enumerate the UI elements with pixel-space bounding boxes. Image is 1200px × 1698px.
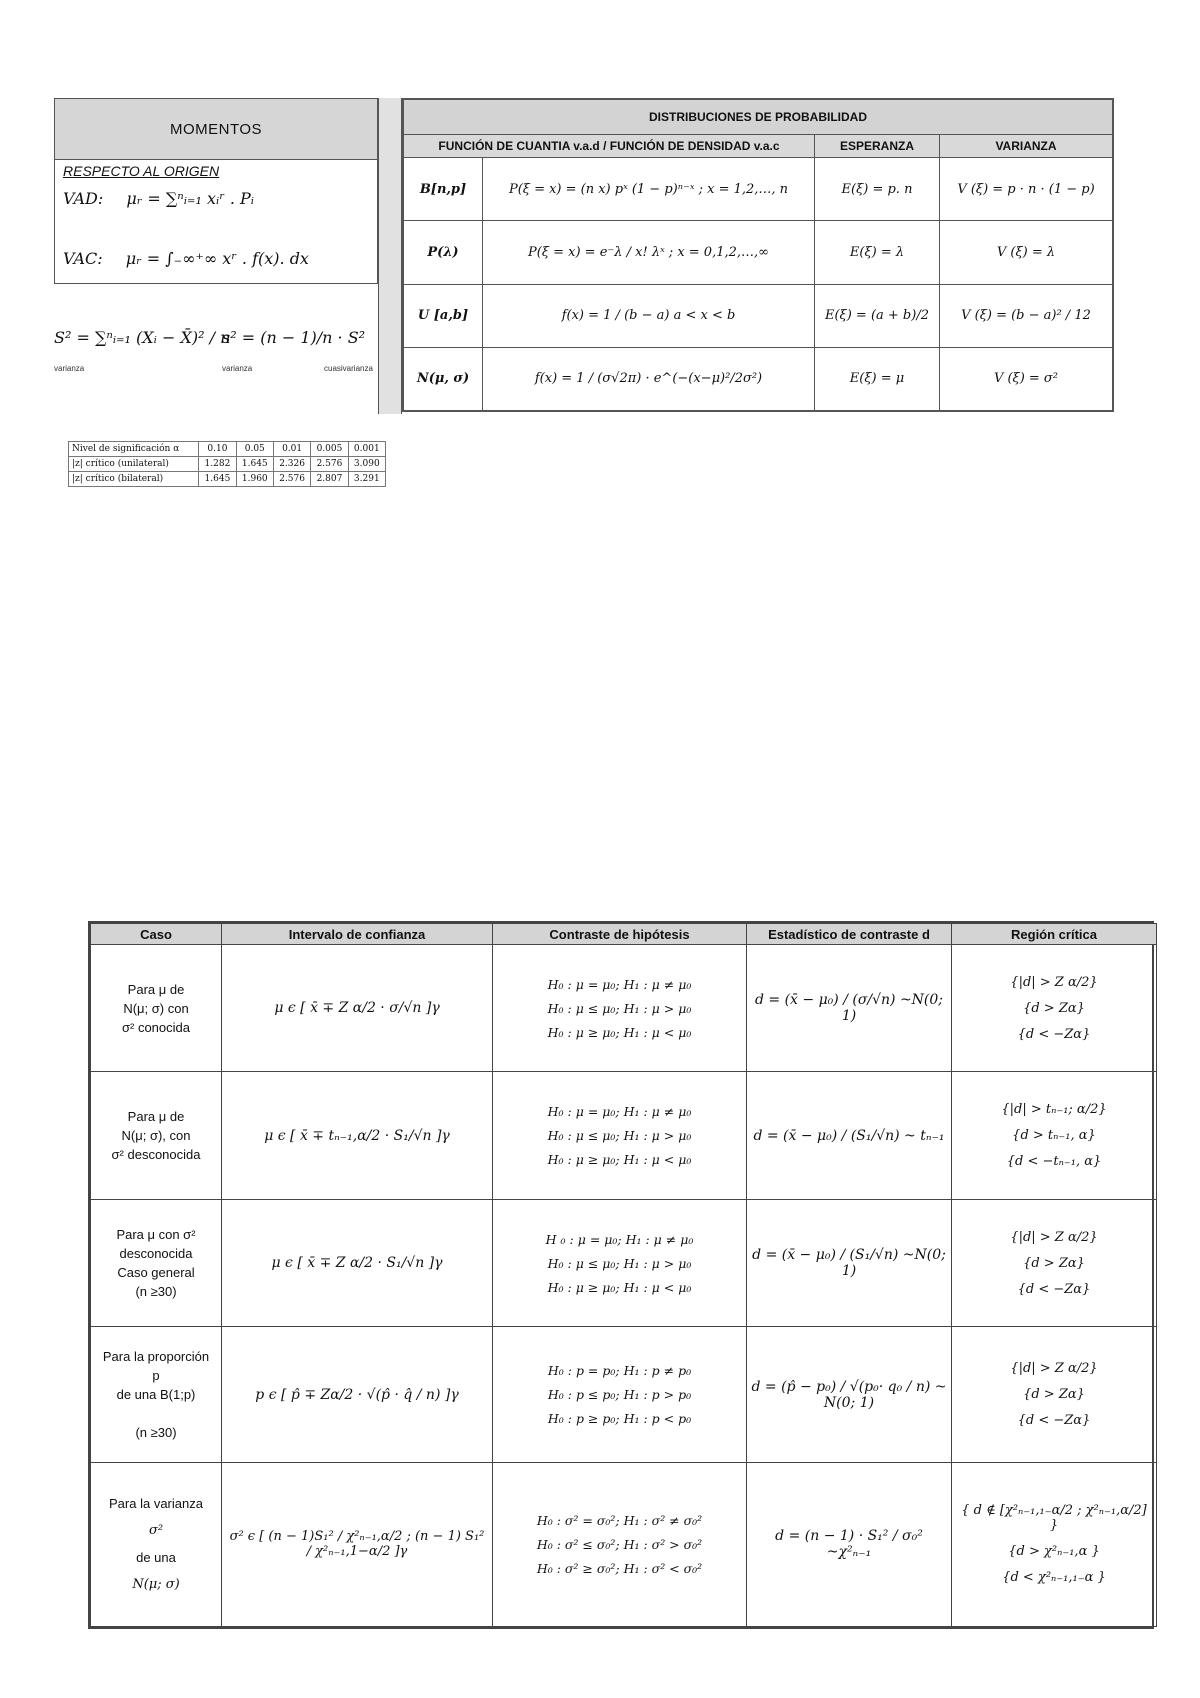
dist-varianza: V (ξ) = (b − a)² / 12: [940, 284, 1113, 347]
caso-line: de una B(1;p): [116, 1387, 196, 1403]
z-cell: 1.645: [236, 457, 273, 472]
z-row: [69, 472, 386, 487]
dist-esperanza: E(ξ) = (a + b)/2: [815, 284, 940, 347]
dist-row-poisson: [404, 221, 1113, 284]
caso-line: Para μ con σ²: [116, 1227, 196, 1243]
region-cell: [952, 1462, 1157, 1626]
varianza-label-1: varianza: [54, 364, 85, 373]
caso-line: de una: [136, 1550, 176, 1566]
z-cell: 1.282: [199, 457, 236, 472]
caso-line: N(μ; σ) con: [123, 1000, 189, 1016]
hipotesis-line: H₀ : μ = μ₀; H₁ : μ ≠ μ₀: [547, 976, 692, 992]
vad-formula-line: [63, 189, 254, 208]
col-varianza: VARIANZA: [940, 135, 1113, 158]
contraste-row-media-sigma-conocida: [91, 945, 1157, 1072]
intervalo-cell: μ ϵ [ x̄ ∓ Z α/2 · σ/√n ]γ: [222, 945, 493, 1072]
dist-name: P(λ): [404, 221, 483, 284]
region-line: {|d| > Z α/2}: [1010, 1229, 1098, 1245]
z-cell: Nivel de significación α: [69, 442, 199, 457]
intervalo-cell: σ² ϵ [ (n − 1)S₁² / χ²ₙ₋₁,α/2 ; (n − 1) S₁² / χ²ₙ₋₁,1−α/2 ]γ: [222, 1462, 493, 1626]
dist-esperanza: E(ξ) = λ: [815, 221, 940, 284]
varianza-formula: S² = ∑ⁿᵢ₌₁ (Xᵢ − X̄)² / n: [54, 328, 231, 347]
z-cell: 0.005: [311, 442, 348, 457]
z-cell: 2.576: [311, 457, 348, 472]
z-cell: 1.645: [199, 472, 236, 487]
caso-line: (n ≥30): [135, 1425, 177, 1441]
dist-esperanza: E(ξ) = p. n: [815, 158, 940, 221]
estadistico-cell: d = (x̄ − μ₀) / (σ/√n) ~N(0; 1): [747, 945, 952, 1072]
hipotesis-line: H₀ : p ≤ p₀; H₁ : p > p₀: [547, 1387, 692, 1403]
dist-row-normal: [404, 347, 1113, 410]
hipotesis-cell: [493, 945, 747, 1072]
estadistico-cell: d = (x̄ − μ₀) / (S₁/√n) ~N(0; 1): [747, 1199, 952, 1326]
caso-cell: [91, 1462, 222, 1626]
col-funcion: FUNCIÓN DE CUANTIA v.a.d / FUNCIÓN DE DENSIDAD v.a.c: [404, 135, 815, 158]
contraste-row-varianza: [91, 1462, 1157, 1626]
dist-varianza: V (ξ) = σ²: [940, 347, 1113, 410]
hipotesis-line: H₀ : p ≥ p₀; H₁ : p < p₀: [547, 1411, 692, 1427]
region-line: {d < χ²ₙ₋₁,₁₋α }: [1002, 1570, 1106, 1586]
contrastes-table: [88, 921, 1154, 1629]
col-region: Región crítica: [952, 924, 1157, 945]
region-line: {d < −Zα}: [1017, 1281, 1091, 1297]
hipotesis-cell: [493, 1462, 747, 1626]
momentos-box: [54, 98, 378, 284]
caso-cell: [91, 1072, 222, 1199]
hipotesis-line: H₀ : σ² ≤ σ₀²; H₁ : σ² > σ₀²: [536, 1536, 703, 1552]
col-esperanza: ESPERANZA: [815, 135, 940, 158]
dist-esperanza: E(ξ) = μ: [815, 347, 940, 410]
z-cell: 0.05: [236, 442, 273, 457]
caso-line: [95, 1404, 217, 1423]
z-row: [69, 457, 386, 472]
region-line: {d > Zα}: [1023, 1255, 1085, 1271]
dist-varianza: V (ξ) = λ: [940, 221, 1113, 284]
z-cell: |z| crítico (bilateral): [69, 472, 199, 487]
caso-line: Para la proporción: [102, 1349, 210, 1365]
dist-func: P(ξ = x) = (n x) pˣ (1 − p)ⁿ⁻ˣ ; x = 1,2,…, n: [483, 158, 815, 221]
dist-name: B[n,p]: [404, 158, 483, 221]
region-line: {|d| > Z α/2}: [1010, 1361, 1098, 1377]
caso-line: Para μ de: [127, 1109, 185, 1125]
hipotesis-line: H₀ : μ ≤ μ₀; H₁ : μ > μ₀: [547, 1255, 692, 1271]
hipotesis-line: H₀ : μ ≥ μ₀; H₁ : μ < μ₀: [547, 1152, 692, 1168]
caso-line: (n ≥30): [135, 1284, 177, 1300]
z-cell: 0.10: [199, 442, 236, 457]
z-cell: 2.576: [273, 472, 310, 487]
region-cell: [952, 1199, 1157, 1326]
z-cell: |z| crítico (unilateral): [69, 457, 199, 472]
vac-formula: μᵣ = ∫₋∞⁺∞ xʳ . f(x). dx: [125, 249, 309, 268]
region-line: {|d| > Z α/2}: [1010, 974, 1098, 990]
caso-line: N(μ; σ), con: [121, 1128, 191, 1144]
caso-line: Para la varianza: [109, 1496, 203, 1512]
col-intervalo: Intervalo de confianza: [222, 924, 493, 945]
dist-varianza: V (ξ) = p · n · (1 − p): [940, 158, 1113, 221]
z-cell: 3.090: [348, 457, 385, 472]
hipotesis-cell: [493, 1327, 747, 1463]
hipotesis-line: H₀ : σ² ≥ σ₀²; H₁ : σ² < σ₀²: [536, 1560, 703, 1576]
table-separator: [378, 98, 402, 414]
caso-line: σ² conocida: [121, 1019, 190, 1035]
cuasivarianza-formula: s² = (n − 1)/n · S²: [222, 328, 366, 347]
contraste-row-proporcion: [91, 1327, 1157, 1463]
intervalo-cell: μ ϵ [ x̄ ∓ tₙ₋₁,α/2 · S₁/√n ]γ: [222, 1072, 493, 1199]
z-cell: 2.326: [273, 457, 310, 472]
distribuciones-table: [402, 98, 1114, 412]
hipotesis-line: H₀ : p = p₀; H₁ : p ≠ p₀: [547, 1363, 692, 1379]
region-line: {d > Zα}: [1023, 1387, 1085, 1403]
region-line: {d > χ²ₙ₋₁,α }: [1008, 1544, 1100, 1560]
vac-label: VAC:: [63, 249, 103, 268]
caso-line: Caso general: [117, 1265, 195, 1281]
z-row: [69, 442, 386, 457]
respecto-origen-label: RESPECTO AL ORIGEN: [63, 163, 220, 179]
dist-row-uniforme: [404, 284, 1113, 347]
caso-line: σ² desconocida: [111, 1147, 201, 1163]
hipotesis-line: H₀ : μ ≥ μ₀; H₁ : μ < μ₀: [547, 1279, 692, 1295]
caso-cell: [91, 1327, 222, 1463]
varianza-label-2: varianza: [222, 364, 253, 373]
region-line: {d > tₙ₋₁, α}: [1012, 1128, 1096, 1144]
hipotesis-line: H₀ : σ² = σ₀²; H₁ : σ² ≠ σ₀²: [536, 1512, 703, 1528]
z-cell: 0.001: [348, 442, 385, 457]
caso-line: p: [152, 1368, 160, 1384]
caso-cell: [91, 1199, 222, 1326]
vad-formula: μᵣ = ∑ⁿᵢ₌₁ xᵢʳ . Pᵢ: [126, 189, 254, 208]
dist-func: f(x) = 1 / (σ√2π) · e^(−(x−μ)²/2σ²): [483, 347, 815, 410]
region-line: {|d| > tₙ₋₁; α/2}: [1001, 1102, 1107, 1118]
hipotesis-line: H₀ : μ ≥ μ₀; H₁ : μ < μ₀: [547, 1024, 692, 1040]
region-line: {d < −Zα}: [1017, 1413, 1091, 1429]
dist-func: f(x) = 1 / (b − a) a < x < b: [483, 284, 815, 347]
distribuciones-title: DISTRIBUCIONES DE PROBABILIDAD: [404, 100, 1113, 135]
col-hipotesis: Contraste de hipótesis: [493, 924, 747, 945]
vad-label: VAD:: [63, 189, 104, 208]
hipotesis-line: H ₀ : μ = μ₀; H₁ : μ ≠ μ₀: [545, 1231, 694, 1247]
dist-name: U [a,b]: [404, 284, 483, 347]
caso-line: σ²: [148, 1523, 164, 1539]
intervalo-cell: p ϵ [ p̂ ∓ Zα/2 · √(p̂ · q̂ / n) ]γ: [222, 1327, 493, 1463]
hipotesis-cell: [493, 1072, 747, 1199]
caso-line: Para μ de: [127, 981, 185, 997]
estadistico-cell: d = (x̄ − μ₀) / (S₁/√n) ~ tₙ₋₁: [747, 1072, 952, 1199]
varianza-formulas: [54, 328, 384, 374]
hipotesis-line: H₀ : μ ≤ μ₀; H₁ : μ > μ₀: [547, 1000, 692, 1016]
caso-cell: [91, 945, 222, 1072]
region-line: {d < −Zα}: [1017, 1026, 1091, 1042]
region-line: {d < −tₙ₋₁, α}: [1006, 1154, 1102, 1170]
momentos-title: MOMENTOS: [55, 99, 377, 160]
z-cell: 1.960: [236, 472, 273, 487]
contraste-row-media-caso-general: [91, 1199, 1157, 1326]
region-cell: [952, 1072, 1157, 1199]
z-cell: 2.807: [311, 472, 348, 487]
z-critico-table: [68, 441, 386, 487]
contraste-row-media-sigma-desconocida: [91, 1072, 1157, 1199]
dist-func: P(ξ = x) = e⁻λ / x! λˣ ; x = 0,1,2,…,∞: [483, 221, 815, 284]
col-caso: Caso: [91, 924, 222, 945]
region-cell: [952, 1327, 1157, 1463]
estadistico-cell: d = (p̂ − p₀) / √(p₀· q₀ / n) ~ N(0; 1): [747, 1327, 952, 1463]
region-line: {d > Zα}: [1023, 1000, 1085, 1016]
region-line: { d ∉ [χ²ₙ₋₁,₁₋α/2 ; χ²ₙ₋₁,α/2] }: [961, 1503, 1147, 1534]
caso-line: N(μ; σ): [132, 1577, 180, 1593]
hipotesis-cell: [493, 1199, 747, 1326]
dist-row-binomial: [404, 158, 1113, 221]
col-estadistico: Estadístico de contraste d: [747, 924, 952, 945]
estadistico-cell: d = (n − 1) · S₁² / σ₀² ~χ²ₙ₋₁: [747, 1462, 952, 1626]
intervalo-cell: μ ϵ [ x̄ ∓ Z α/2 · S₁/√n ]γ: [222, 1199, 493, 1326]
z-cell: 3.291: [348, 472, 385, 487]
region-cell: [952, 945, 1157, 1072]
hipotesis-line: H₀ : μ = μ₀; H₁ : μ ≠ μ₀: [547, 1104, 692, 1120]
cuasivarianza-label: cuasivarianza: [324, 364, 373, 373]
caso-line: desconocida: [119, 1246, 193, 1262]
hipotesis-line: H₀ : μ ≤ μ₀; H₁ : μ > μ₀: [547, 1128, 692, 1144]
dist-name: N(μ, σ): [404, 347, 483, 410]
vac-formula-line: [63, 249, 309, 268]
z-cell: 0.01: [273, 442, 310, 457]
